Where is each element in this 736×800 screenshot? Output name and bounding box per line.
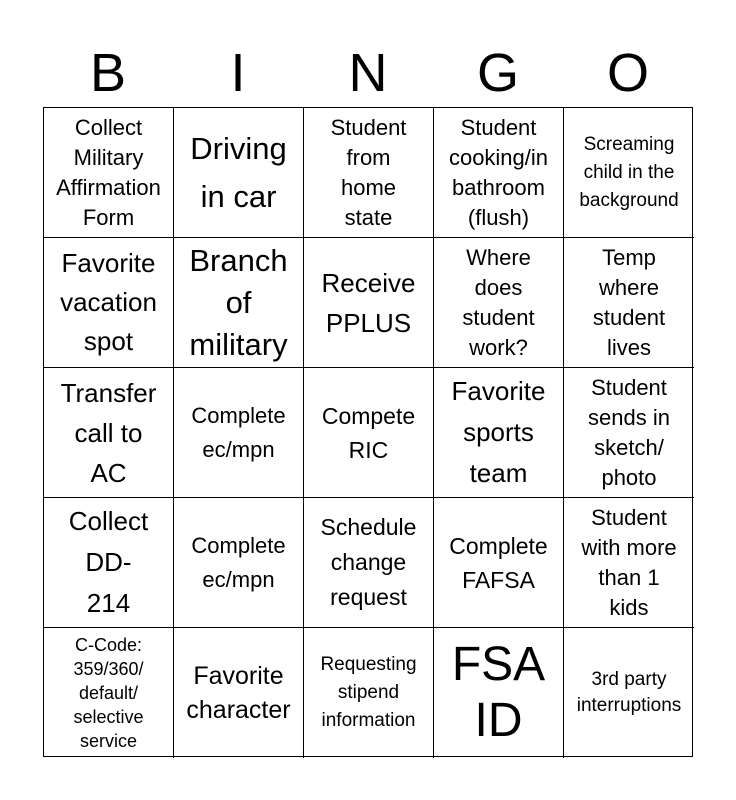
cell-text: Collect DD- 214 — [68, 506, 149, 618]
bingo-cell[interactable] — [304, 628, 434, 758]
cell-text: Transfer call to AC — [60, 377, 157, 488]
bingo-cell[interactable] — [304, 108, 434, 238]
bingo-cell[interactable] — [434, 628, 564, 758]
bingo-cell[interactable] — [44, 368, 174, 498]
bingo-cell[interactable] — [564, 368, 694, 498]
header-letter-i: I — [230, 43, 246, 103]
bingo-cell[interactable] — [174, 628, 304, 758]
cell-text: Favorite vacation spot — [60, 248, 157, 356]
bingo-cell[interactable] — [304, 498, 434, 628]
cell-text: Screaming child in the background — [579, 133, 679, 211]
header-letter-o: O — [606, 43, 649, 103]
cell-text: 3rd party interruptions — [576, 669, 682, 716]
cell-text: Student cooking/in bathroom (flush) — [448, 114, 549, 230]
header-letter-g: G — [476, 43, 519, 103]
header-letter-b: B — [89, 43, 127, 103]
bingo-cell[interactable] — [434, 108, 564, 238]
cell-text: Receive PPLUS — [321, 267, 416, 338]
cell-text: Student sends in sketch/ photo — [588, 374, 670, 490]
cell-text: Favorite sports team — [451, 376, 546, 488]
bingo-cell[interactable] — [564, 238, 694, 368]
cell-text: Complete ec/mpn — [191, 402, 286, 462]
bingo-cell[interactable] — [44, 498, 174, 628]
bingo-cell[interactable] — [564, 498, 694, 628]
cell-text: Temp where student lives — [592, 244, 666, 360]
cell-text: Collect Military Affirmation Form — [56, 114, 161, 230]
bingo-cell[interactable] — [434, 238, 564, 368]
cell-text: Complete FAFSA — [449, 532, 548, 593]
bingo-cell[interactable] — [174, 368, 304, 498]
cell-text: Student from home state — [330, 114, 407, 230]
bingo-cell[interactable] — [44, 108, 174, 238]
bingo-cell[interactable] — [174, 108, 304, 238]
cell-text: Driving in car — [190, 130, 287, 214]
cell-text: Branch of military — [189, 242, 288, 362]
bingo-cell[interactable] — [564, 628, 694, 758]
bingo-cell[interactable] — [174, 238, 304, 368]
bingo-cell[interactable] — [174, 498, 304, 628]
cell-text: Where does student work? — [462, 244, 535, 360]
bingo-cell[interactable] — [434, 498, 564, 628]
bingo-cell[interactable] — [304, 368, 434, 498]
bingo-cell[interactable] — [434, 368, 564, 498]
cell-text: C-Code: 359/360/ default/ selective service — [73, 635, 144, 751]
bingo-card — [43, 107, 693, 757]
header-letter-n: N — [348, 43, 388, 103]
cell-text: Favorite character — [186, 662, 291, 724]
bingo-cell[interactable] — [564, 108, 694, 238]
cell-text: Student with more than 1 kids — [581, 504, 677, 620]
bingo-cell[interactable] — [44, 628, 174, 758]
cell-text: Complete ec/mpn — [191, 532, 286, 592]
bingo-cell[interactable] — [44, 238, 174, 368]
bingo-header — [43, 38, 693, 108]
cell-text: FSA ID — [451, 638, 546, 747]
bingo-cell[interactable] — [304, 238, 434, 368]
cell-text: Requesting stipend information — [320, 654, 417, 731]
cell-text: Compete RIC — [321, 402, 416, 463]
cell-text: Schedule change request — [320, 514, 417, 610]
